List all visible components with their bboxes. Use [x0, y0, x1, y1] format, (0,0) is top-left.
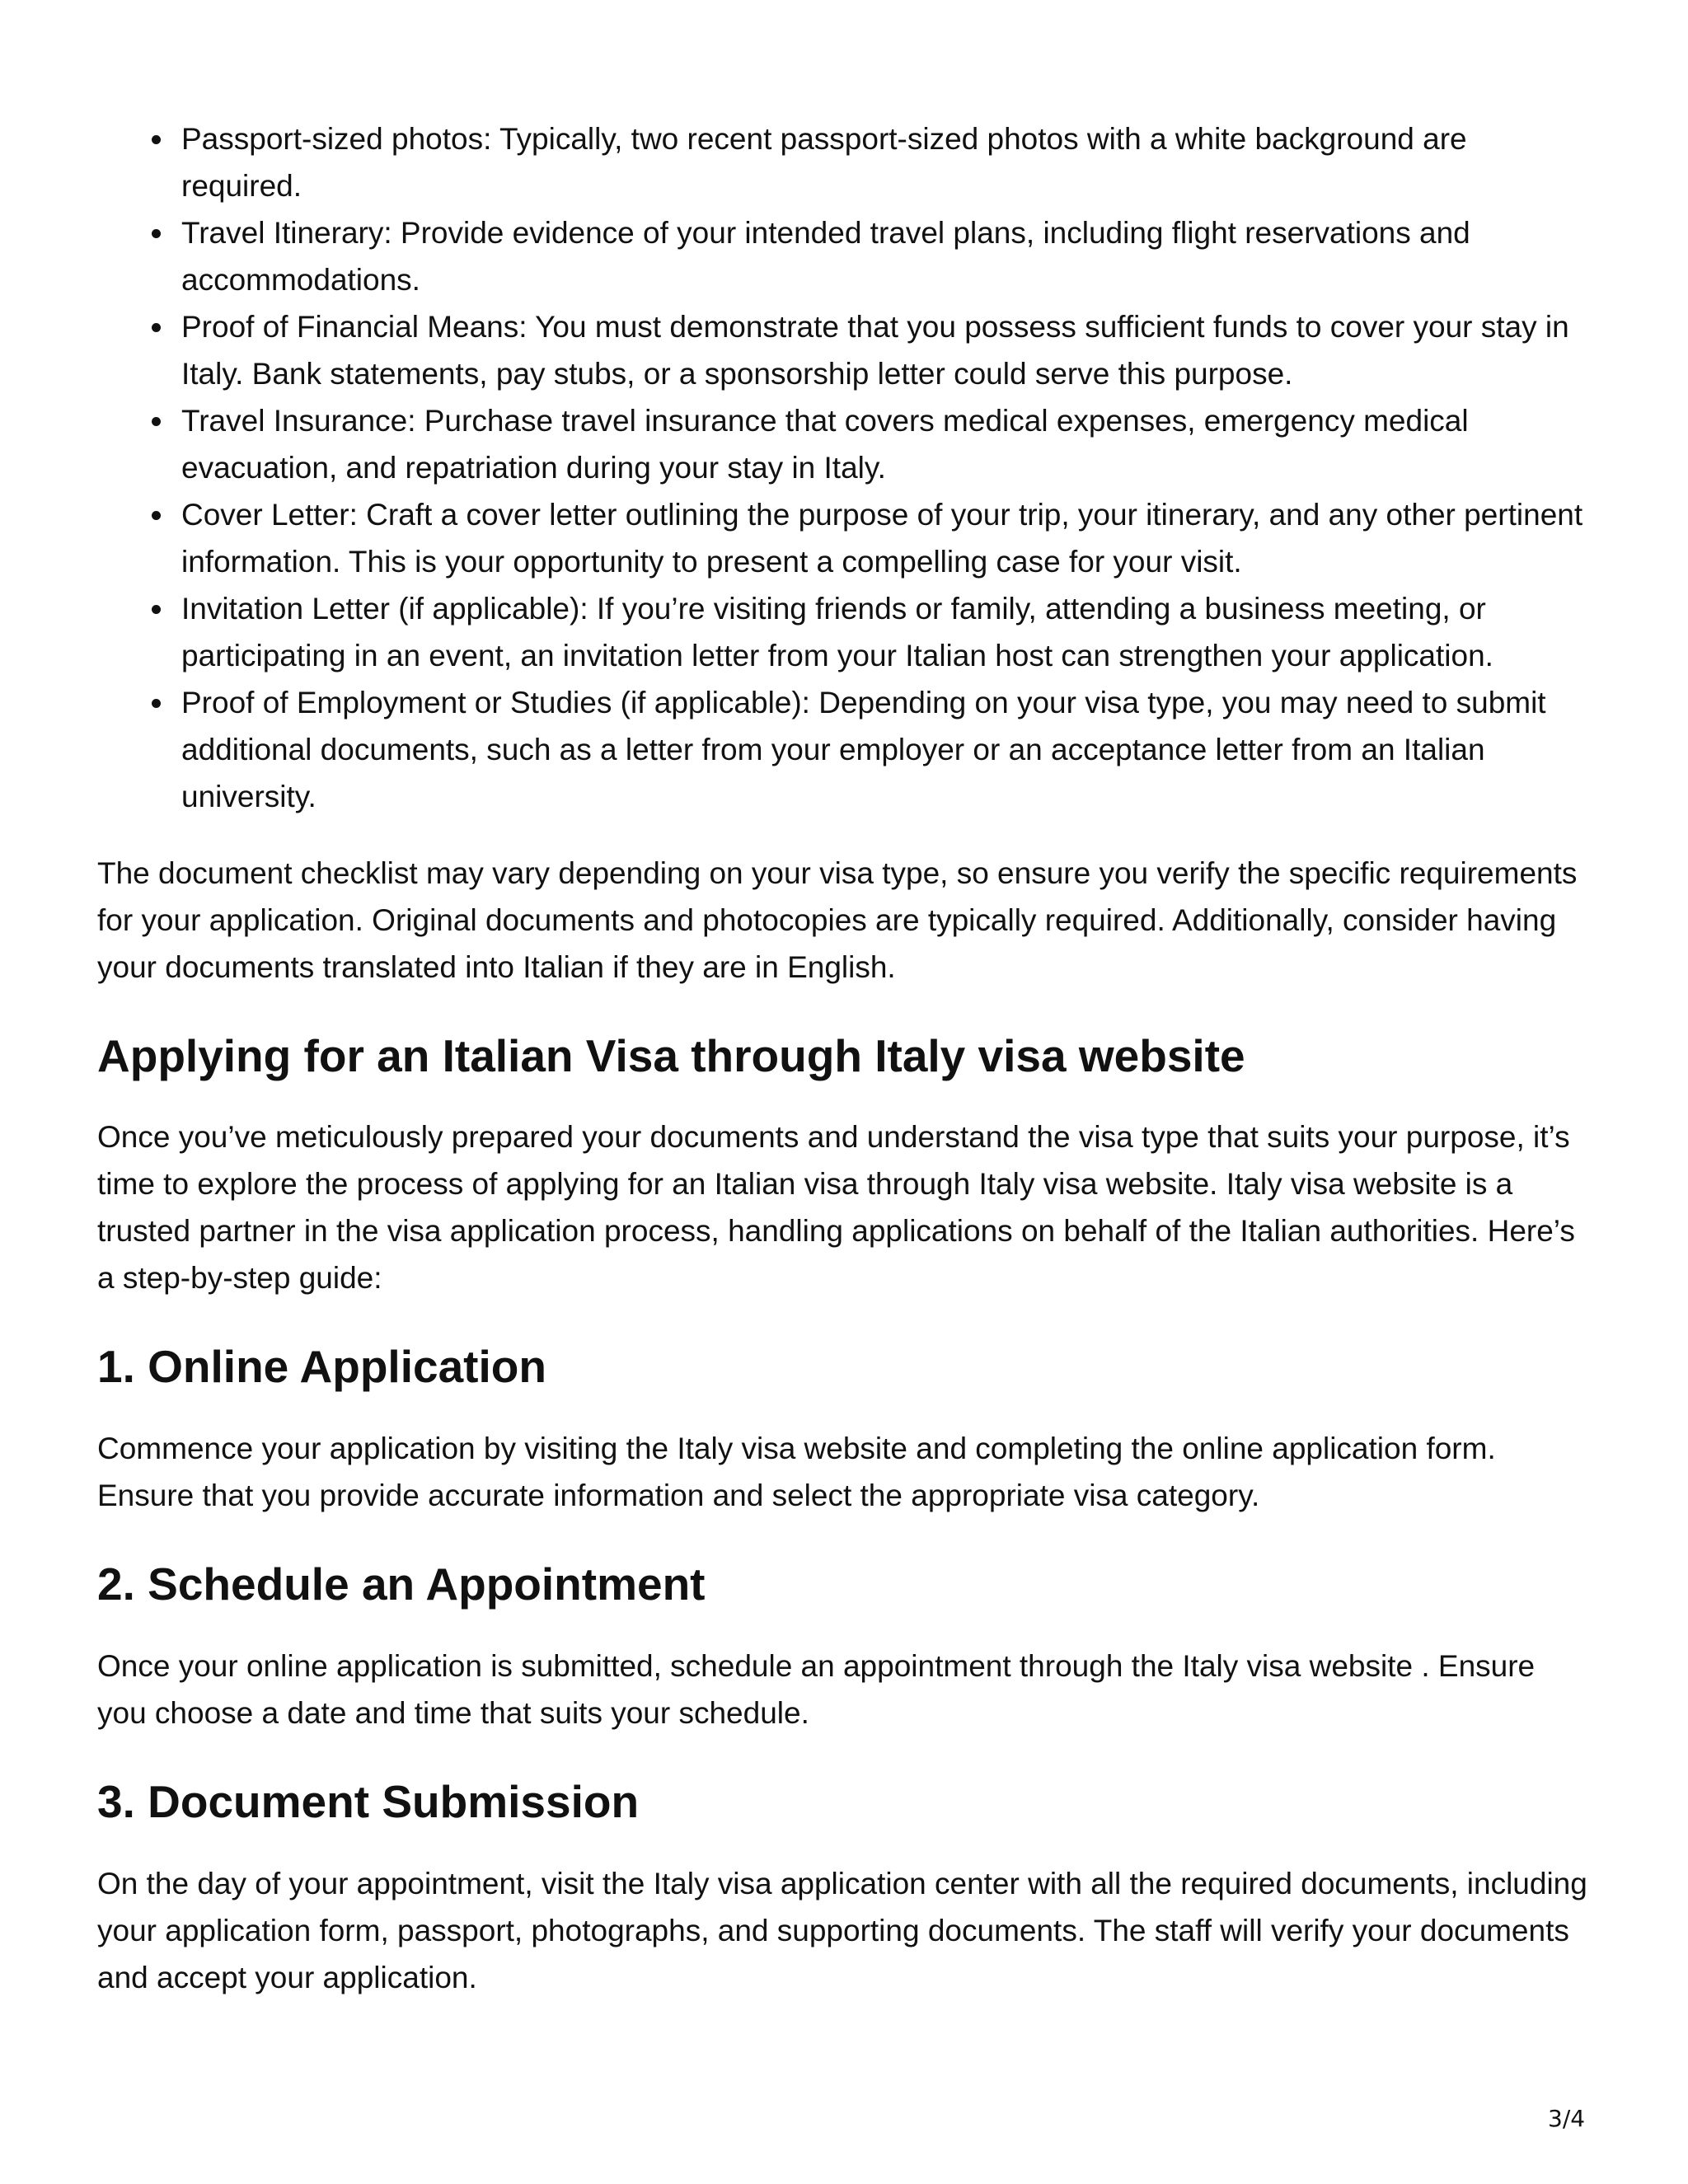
step-heading-document-submission: 3. Document Submission	[97, 1776, 640, 1827]
list-item	[181, 491, 1589, 585]
list-item	[181, 303, 1589, 397]
list-item	[181, 209, 1589, 303]
step-heading-online-application: 1. Online Application	[97, 1341, 546, 1392]
list-item-text: Proof of Employment or Studies (if applicable): Depending on your visa type, you may need to submit additional documents, such as a letter from your employer or an acceptance letter from an Italian university.	[181, 686, 1546, 813]
applying-intro: Once you’ve meticulously prepared your documents and understand the visa type that suits your purpose, it’s time to explore the process of applying for an Italian visa through Italy visa website. Italy visa website is a trusted partner in the visa application process, handling applications on behalf of the Italian authorities. Here’s a step-by-step guide:	[97, 1120, 1575, 1295]
list-item	[181, 115, 1589, 209]
bullet-icon	[152, 511, 161, 520]
bullet-icon	[152, 699, 161, 708]
step-text-schedule-appointment: Once your online application is submitted, schedule an appointment through the Italy visa website . Ensure you choose a date and time that suits your schedule.	[97, 1649, 1536, 1730]
list-item-text: Proof of Financial Means: You must demonstrate that you possess sufficient funds to cover your stay in Italy. Bank statements, pay stubs, or a sponsorship letter could serve this purpose.	[181, 310, 1569, 391]
step-text-document-submission: On the day of your appointment, visit the Italy visa application center with all the required documents, including your application form, passport, photographs, and supporting documents. The staff will verify your documents and accept your application.	[97, 1867, 1587, 1994]
document-checklist	[97, 115, 1589, 820]
list-item	[181, 585, 1589, 679]
list-item	[181, 679, 1589, 820]
list-item-text: Cover Letter: Craft a cover letter outlining the purpose of your trip, your itinerary, and any other pertinent information. This is your opportunity to present a compelling case for your visit.	[181, 498, 1583, 579]
bullet-icon	[152, 135, 161, 144]
bullet-icon	[152, 229, 161, 238]
bullet-icon	[152, 417, 161, 426]
bullet-icon	[152, 605, 161, 614]
step-text-online-application: Commence your application by visiting the Italy visa website and completing the online application form. Ensure that you provide accurate information and select the appropriate visa category.	[97, 1432, 1496, 1512]
list-item-text: Passport-sized photos: Typically, two recent passport-sized photos with a white background are required.	[181, 122, 1467, 203]
checklist-note: The document checklist may vary depending on your visa type, so ensure you verify the specific requirements for your application. Original documents and photocopies are typically required. Additionally, consider having your documents translated into Italian if they are in English.	[97, 856, 1578, 984]
bullet-icon	[152, 323, 161, 332]
list-item-text: Invitation Letter (if applicable): If you’re visiting friends or family, attending a business meeting, or participating in an event, an invitation letter from your Italian host can strengthen your application.	[181, 592, 1493, 673]
list-item-text: Travel Insurance: Purchase travel insurance that covers medical expenses, emergency medical evacuation, and repatriation during your stay in Italy.	[181, 404, 1469, 485]
list-item	[181, 397, 1589, 491]
list-item-text: Travel Itinerary: Provide evidence of your intended travel plans, including flight reservations and accommodations.	[181, 216, 1470, 297]
step-heading-schedule-appointment: 2. Schedule an Appointment	[97, 1558, 706, 1610]
page-number: 3/4	[1548, 2105, 1586, 2132]
document-page	[97, 115, 1589, 2001]
applying-heading: Applying for an Italian Visa through Italy visa website	[97, 1030, 1245, 1081]
